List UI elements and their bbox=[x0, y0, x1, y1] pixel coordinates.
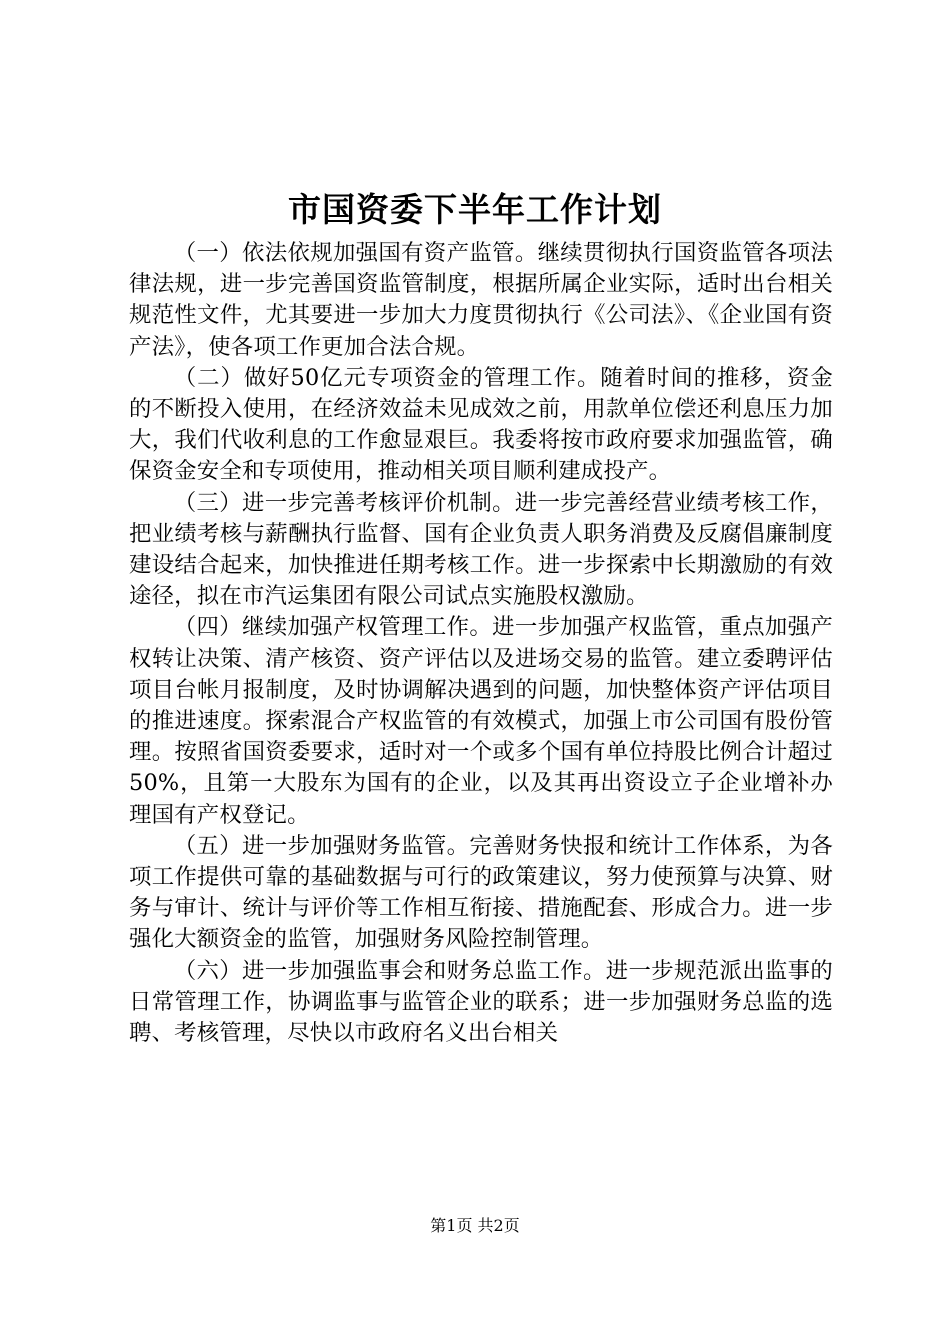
paragraph-4: （四）继续加强产权管理工作。进一步加强产权监管，重点加强产权转让决策、清产核资、资产评估以及进场交易的监管。建立委聘评估项目台帐月报制度，及时协调解决遇到的问题，加快整体资产评估项目的推进速度。探索混合产权监管的有效模式，加强上市公司国有股份管理。按照省国资委要求，适时对一个或多个国有单位持股比例合计超过50%，且第一大股东为国有的企业，以及其再出资设立子企业增补办理国有产权登记。 bbox=[129, 614, 833, 828]
document-body bbox=[129, 238, 833, 1049]
document-title: 市国资委下半年工作计划 bbox=[288, 190, 662, 229]
paragraph-1: （一）依法依规加强国有资产监管。继续贯彻执行国资监管各项法律法规，进一步完善国资监管制度，根据所属企业实际，适时出台相关规范性文件，尤其要进一步加大力度贯彻执行《公司法》、《企业国有资产法》，使各项工作更加合法合规。 bbox=[129, 240, 833, 360]
paragraph-2: （二）做好50亿元专项资金的管理工作。随着时间的推移，资金的不断投入使用，在经济效益未见成效之前，用款单位偿还利息压力加大，我们代收利息的工作愈显艰巨。我委将按市政府要求加强监管，确保资金安全和专项使用，推动相关项目顺利建成投产。 bbox=[129, 364, 833, 485]
paragraph-5: （五）进一步加强财务监管。完善财务快报和统计工作体系，为各项工作提供可靠的基础数据与可行的政策建议，努力使预算与决算、财务与审计、统计与评价等工作相互衔接、措施配套、形成合力。进一步强化大额资金的监管，加强财务风险控制管理。 bbox=[129, 832, 833, 953]
page-number-footer: 第1页 共2页 bbox=[430, 1216, 520, 1235]
paragraph-3: （三）进一步完善考核评价机制。进一步完善经营业绩考核工作，把业绩考核与薪酬执行监督、国有企业负责人职务消费及反腐倡廉制度建设结合起来，加快推进任期考核工作。进一步探索中长期激励的有效途径，拟在市汽运集团有限公司试点实施股权激励。 bbox=[129, 489, 833, 610]
paragraph-6: （六）进一步加强监事会和财务总监工作。进一步规范派出监事的日常管理工作，协调监事与监管企业的联系；进一步加强财务总监的选聘、考核管理，尽快以市政府名义出台相关 bbox=[129, 957, 833, 1047]
